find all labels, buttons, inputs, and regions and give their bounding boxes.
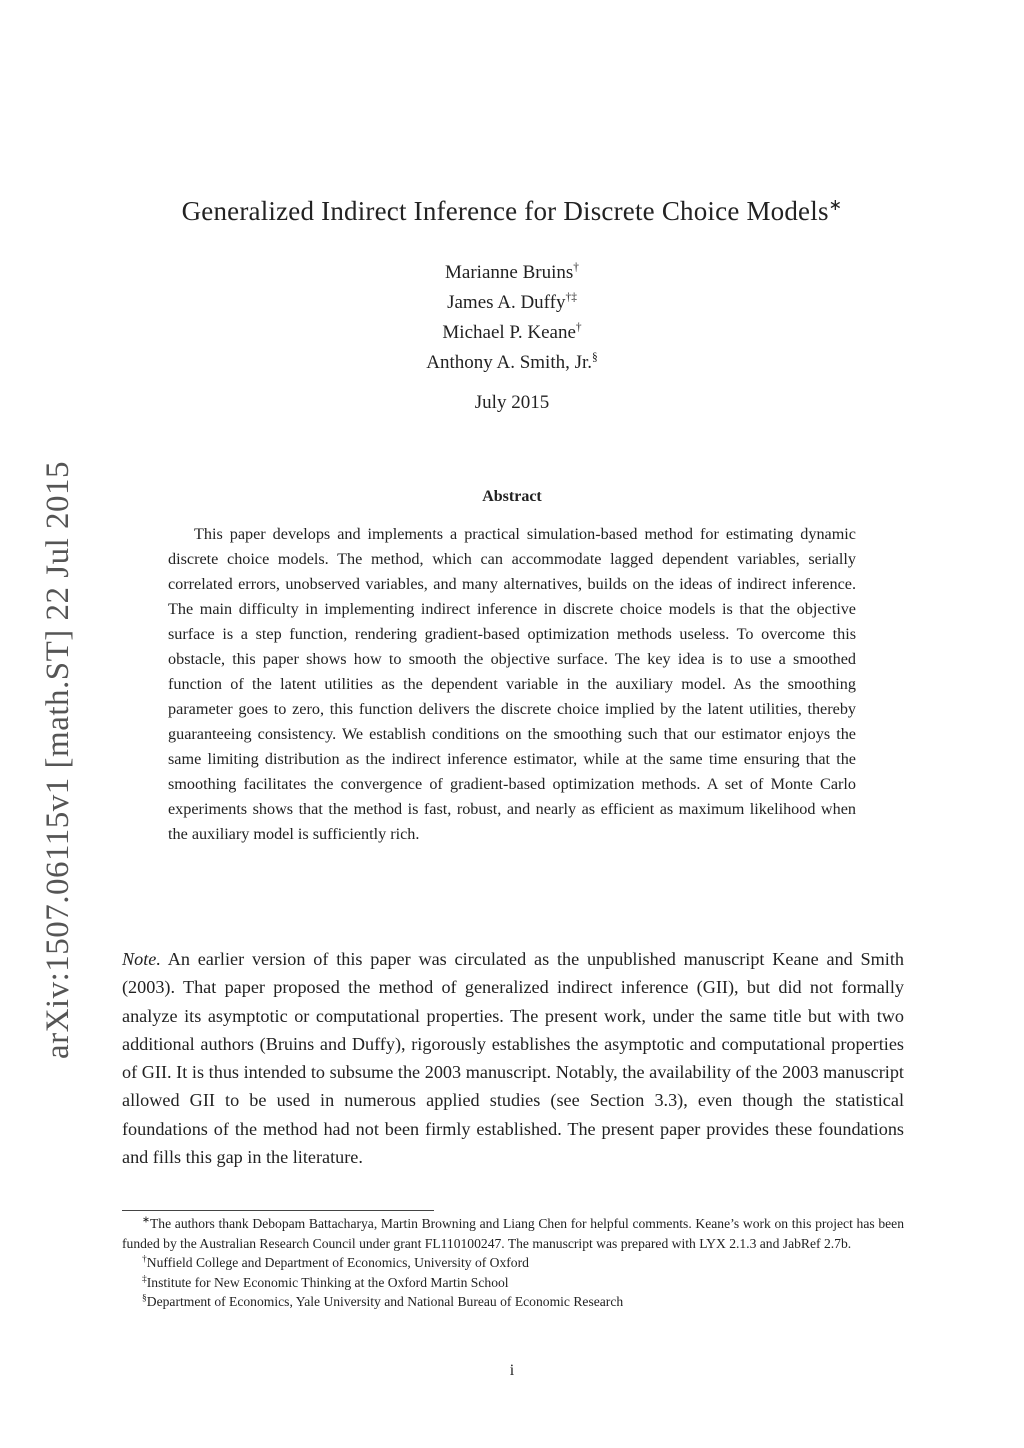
author-affiliation-mark: † xyxy=(573,261,579,274)
author xyxy=(0,348,1024,378)
author-name: Anthony A. Smith, Jr. xyxy=(426,352,593,373)
author-affiliation-mark: § xyxy=(592,351,598,364)
abstract-heading: Abstract xyxy=(482,488,542,505)
paper-title xyxy=(120,196,904,227)
footnote xyxy=(122,1253,904,1273)
author-name: James A. Duffy xyxy=(447,292,566,313)
title-footnote-mark: ∗ xyxy=(828,196,843,214)
author-list xyxy=(0,258,1024,378)
footnote-text: Nuffield College and Department of Economics, University of Oxford xyxy=(146,1255,529,1270)
arxiv-identifier: arXiv:1507.06115v1 [math.ST] 22 Jul 2015 xyxy=(40,460,76,1060)
author xyxy=(0,318,1024,348)
footnote xyxy=(122,1292,904,1312)
note-paragraph xyxy=(122,945,904,1171)
abstract-body: This paper develops and implements a practical simulation-based method for estimating dynamic discrete choice models. The method, which can accommodate lagged dependent variables, serially correlated errors, unobserved variables, and many alternatives, builds on the ideas of indirect inference. The main difficulty in implementing indirect inference in discrete choice models is that the objective surface is a step function, rendering gradient-based optimization methods useless. To overcome this obstacle, this paper shows how to smooth the objective surface. The key idea is to use a smoothed function of the latent utilities as the dependent variable in the auxiliary model. As the smoothing parameter goes to zero, this function delivers the discrete choice implied by the latent utilities, thereby guaranteeing consistency. We establish conditions on the smoothing such that our estimator enjoys the same limiting distribution as the indirect inference estimator, while at the same time ensuring that the smoothing facilitates the convergence of gradient-based optimization methods. A set of Monte Carlo experiments shows that the method is fast, robust, and nearly as efficient as maximum likelihood when the auxiliary model is sufficiently rich. xyxy=(168,525,856,843)
note-text: An earlier version of this paper was circulated as the unpublished manuscript Keane and Smith (2003). That paper proposed the method of generalized indirect inference (GII), but did not formally analyze its asymptotic or computational properties. The present work, under the same title but with two additional authors (Bruins and Duffy), rigorously establishes the asymptotic and computational properties of GII. It is thus intended to subsume the 2003 manuscript. Notably, the availability of the 2003 manuscript allowed GII to be used in numerous applied studies (see Section 3.3), even though the statistical foundations of the method had not been firmly established. The present paper provides these foundations and fills this gap in the literature. xyxy=(122,949,905,1168)
page-number: i xyxy=(509,1362,515,1379)
paper-title-text: Generalized Indirect Inference for Discrete Choice Models xyxy=(181,196,829,226)
footnote xyxy=(122,1273,904,1293)
footnote-text: Department of Economics, Yale University and National Bureau of Economic Research xyxy=(146,1294,624,1309)
author xyxy=(0,288,1024,318)
author-name: Marianne Bruins xyxy=(445,262,574,283)
author-name: Michael P. Keane xyxy=(442,322,576,343)
publication-date: July 2015 xyxy=(474,392,550,413)
note-label: Note. xyxy=(122,949,161,969)
footnote-text: The authors thank Debopam Battacharya, Martin Browning and Liang Chen for helpful comments. Keane’s work on this project has been funded by the Australian Research Council under grant FL110100247. The manuscript was prepared with LYX 2.1.3 and JabRef 2.7b. xyxy=(122,1216,904,1251)
footnote-mark: § xyxy=(142,1293,147,1304)
footnote xyxy=(122,1214,904,1253)
author-affiliation-mark: †‡ xyxy=(565,291,577,304)
footnote-mark: ‡ xyxy=(142,1273,147,1284)
footnote-mark: ∗ xyxy=(142,1215,150,1226)
footnote-text: Institute for New Economic Thinking at the Oxford Martin School xyxy=(146,1274,509,1290)
footnote-divider xyxy=(122,1210,434,1211)
author-affiliation-mark: † xyxy=(575,321,582,334)
footnote-mark: † xyxy=(142,1254,147,1265)
author xyxy=(0,258,1024,288)
footnotes xyxy=(122,1214,904,1312)
